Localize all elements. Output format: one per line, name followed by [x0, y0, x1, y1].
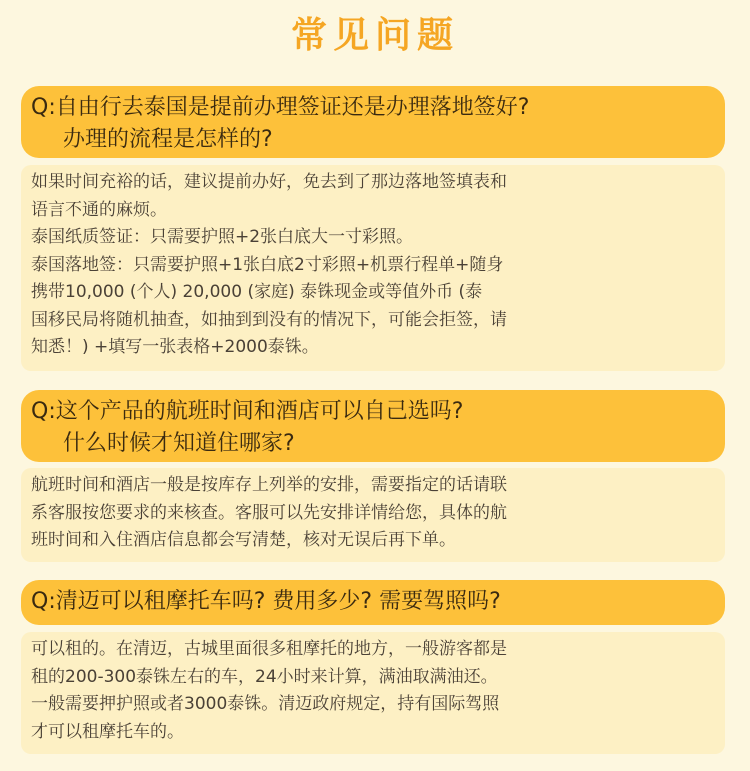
answer-line: 一般需要押护照或者3000泰铢。清迈政府规定，持有国际驾照 — [31, 694, 500, 714]
faq-answer-1 — [21, 165, 725, 371]
question-line: 办理的流程是怎样的? — [63, 127, 273, 152]
answer-line: 携带10,000 (个人) 20,000 (家庭) 泰铢现金或等值外币 (泰 — [31, 282, 483, 302]
answer-line: 班时间和入住酒店信息都会写清楚，核对无误后再下单。 — [31, 530, 456, 550]
answer-line: 泰国纸质签证：只需要护照+2张白底大一寸彩照。 — [31, 227, 414, 247]
faq-question-2 — [21, 390, 725, 462]
question-line: Q:自由行去泰国是提前办理签证还是办理落地签好? — [31, 95, 530, 120]
answer-line: 语言不通的麻烦。 — [31, 199, 167, 220]
faq-question-3 — [21, 580, 725, 625]
faq-answer-3 — [21, 632, 725, 754]
answer-line: 国移民局将随机抽查，如抽到到没有的情况下，可能会拒签，请 — [31, 309, 507, 330]
faq-question-1 — [21, 86, 725, 158]
page-title: 常见问题 — [290, 15, 459, 56]
answer-line: 知悉！) +填写一张表格+2000泰铢。 — [31, 337, 319, 357]
answer-line: 航班时间和酒店一般是按库存上列举的安排，需要指定的话请联 — [31, 475, 507, 495]
answer-line: 才可以租摩托车的。 — [31, 721, 184, 742]
faq-answer-2 — [21, 468, 725, 562]
question-line: Q:清迈可以租摩托车吗? 费用多少? 需要驾照吗? — [31, 589, 501, 614]
question-line: Q:这个产品的航班时间和酒店可以自己选吗? — [31, 399, 464, 424]
answer-line: 系客服按您要求的来核查。客服可以先安排详情给您，具体的航 — [31, 502, 507, 523]
answer-line: 泰国落地签：只需要护照+1张白底2寸彩照+机票行程单+随身 — [31, 254, 504, 275]
answer-line: 租的200-300泰铢左右的车，24小时来计算，满油取满油还。 — [31, 666, 498, 687]
answer-line: 如果时间充裕的话，建议提前办好，免去到了那边落地签填表和 — [31, 172, 507, 192]
answer-line: 可以租的。在清迈，古城里面很多租摩托的地方，一般游客都是 — [31, 639, 507, 659]
question-line: 什么时候才知道住哪家? — [63, 431, 295, 456]
